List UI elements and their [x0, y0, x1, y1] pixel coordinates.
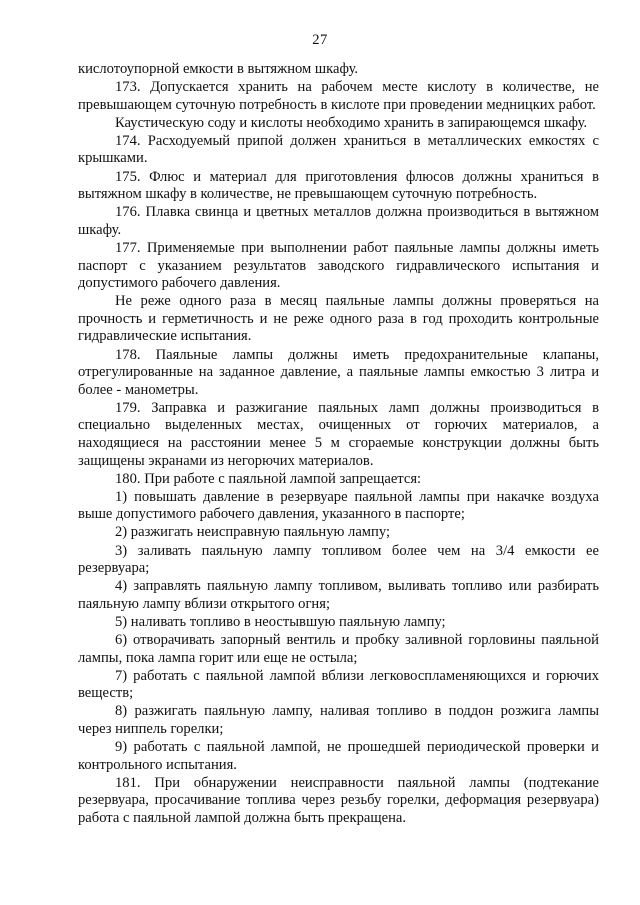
paragraph-caustic-soda: Каустическую соду и кислоты необходимо хранить в запирающемся шкафу. — [115, 114, 588, 131]
paragraph-item-177: 177. Применяемые при выполнении работ паяльные лампы должны иметь паспорт с указанием результатов заводского гидравлического испытания и допустимого рабочего давления. — [78, 239, 599, 292]
paragraph-item-173: 173. Допускается хранить на рабочем месте кислоту в количестве, не превышающем суточную потребность в кислоте при проведении медницких работ. — [78, 79, 599, 113]
list-item-9: 9) работать с паяльной лампой, не прошедшей периодической проверки и контрольного испытания. — [78, 739, 599, 773]
paragraph-item-178: 178. Паяльные лампы должны иметь предохранительные клапаны, отрегулированные на заданное давление, а паяльные лампы емкостью 3 литра и более - манометры. — [78, 346, 599, 398]
paragraph-monthly-check: Не реже одного раза в месяц паяльные лампы должны проверяться на прочность и герметичность и не реже одного раза в год проходить контрольные гидравлические испытания. — [78, 293, 599, 345]
document-body — [78, 61, 599, 828]
list-item-2: 2) разжигать неисправную паяльную лампу; — [115, 524, 391, 541]
list-item-1: 1) повышать давление в резервуаре паяльной лампы при накачке воздуха выше допустимого рабочего давления, указанного в паспорте; — [78, 488, 599, 523]
paragraph-item-176: 176. Плавка свинца и цветных металлов должна производиться в вытяжном шкафу. — [78, 204, 599, 238]
list-item-7: 7) работать с паяльной лампой вблизи легковоспламеняющихся и горючих веществ; — [78, 667, 599, 702]
list-item-3: 3) заливать паяльную лампу топливом более чем на 3/4 емкости ее резервуара; — [78, 542, 599, 577]
paragraph-continuation: кислотоупорной емкости в вытяжном шкафу. — [78, 61, 359, 77]
paragraph-item-181: 181. При обнаружении неисправности паяльной лампы (подтекание резервуара, просачивание топлива через резьбу горелки, деформация резервуара) работа с паяльной лампой должна быть прекращена. — [78, 774, 599, 826]
list-item-5: 5) наливать топливо в неостывшую паяльную лампу; — [115, 613, 446, 630]
paragraph-item-175: 175. Флюс и материал для приготовления флюсов должны храниться в вытяжном шкафу в количестве, не превышающем суточную потребность. — [78, 168, 599, 203]
paragraph-item-179: 179. Заправка и разжигание паяльных ламп должны производиться в специально выделенных местах, очищенных от горючих материалов, а находящиеся на расстоянии менее 5 м сгораемые конструкции должны быть защищены экранами из негорючих материалов. — [78, 399, 599, 469]
page-number: 27 — [312, 32, 328, 48]
paragraph-item-180: 180. При работе с паяльной лампой запрещается: — [115, 470, 422, 487]
list-item-4: 4) заправлять паяльную лампу топливом, выливать топливо или разбирать паяльную лампу вблизи открытого огня; — [78, 578, 599, 612]
list-item-6: 6) отворачивать запорный вентиль и пробку заливной горловины паяльной лампы, пока лампа горит или еще не остыла; — [78, 632, 599, 666]
list-item-8: 8) разжигать паяльную лампу, наливая топливо в поддон розжига лампы через ниппель горелки; — [78, 703, 599, 737]
paragraph-item-174: 174. Расходуемый припой должен храниться в металлических емкостях с крышками. — [78, 132, 599, 167]
